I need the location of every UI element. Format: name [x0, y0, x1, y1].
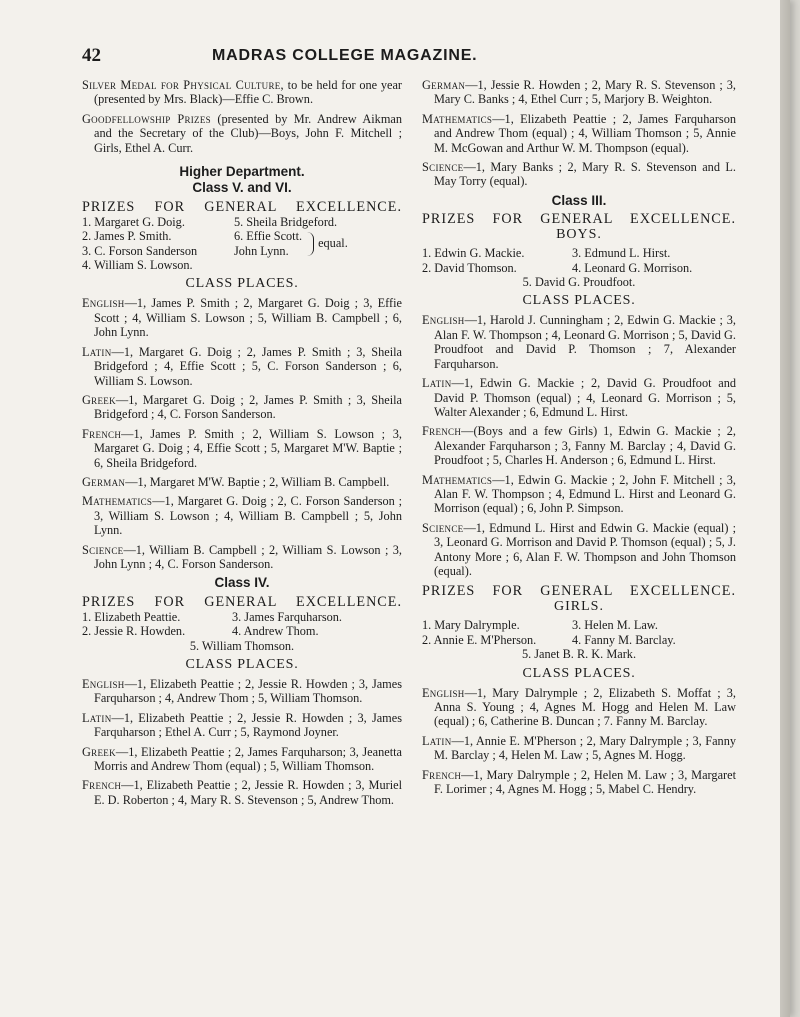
left-column	[82, 78, 402, 812]
page-number: 42	[82, 45, 101, 66]
subject-entry: Greek—1, Elizabeth Peattie ; 2, James Farquharson; 3, Jeanetta Morris and Andrew Thom (equal) ; 5, William Thomson.	[82, 744, 402, 774]
subject-entry: Science—1, William B. Campbell ; 2, William S. Lowson ; 3, John Lynn ; 4, C. Forson Sanderson.	[82, 542, 402, 571]
subject-entry: Mathematics—1, Margaret G. Doig ; 2, C. Forson Sanderson ; 3, William S. Lowson ; 4, William B. Campbell ; 5, John Lynn.	[82, 494, 402, 538]
subject-entry: French—(Boys and a few Girls) 1, Edwin G. Mackie ; 2, Alexander Farquharson ; 3, Fanny M. Barclay ; 4, David G. Proudfoot ; 5, Charles H. Anderson ; 6, Edmund L. Hirst.	[422, 424, 736, 468]
prize-rankings	[82, 215, 402, 273]
subject-entry: French—1, James P. Smith ; 2, William S. Lowson ; 3, Margaret G. Doig ; 4, Effie Scott ; 5, Margaret M'W. Baptie ; 6, Sheila Bridgeford.	[82, 426, 402, 470]
magazine-title: MADRAS COLLEGE MAGAZINE.	[212, 47, 478, 64]
subject-entry: German—1, Jessie R. Howden ; 2, Mary R. S. Stevenson ; 3, Mary C. Banks ; 4, Ethel Curr ; 5, Marjory B. Weighton.	[422, 78, 736, 107]
rank-row: 1. Margaret G. Doig. 5. Sheila Bridgeford.	[82, 214, 338, 229]
brace-mark	[306, 232, 314, 256]
award-entry: Silver Medal for Physical Culture, to be held for one year (presented by Mrs. Black)—Effie C. Brown.	[82, 78, 402, 107]
subject-entry: English—1, Harold J. Cunningham ; 2, Edwin G. Mackie ; 3, Alan F. W. Thompson ; 4, Leonard G. Morrison ; 5, David G. Proudfoot and David P. Thomson ; 7, Alexander Farquharson.	[422, 313, 736, 371]
subject-entry: Mathematics—1, Elizabeth Peattie ; 2, James Farquharson and Andrew Thom (equal) ; 4, William Thomson ; 5, Annie M. McGowan and Arthur W. M. Thompson (equal).	[422, 111, 736, 155]
rank-row: 4. William S. Lowson.	[82, 258, 193, 273]
class-places-heading: CLASS PLACES.	[185, 276, 299, 292]
rank-equal-group: 2. James P. Smith. 6. Effie Scott. 3. C. Forson Sanderson John Lynn. equal.	[82, 229, 348, 258]
subject-entry: Science—1, Edmund L. Hirst and Edwin G. Mackie (equal) ; 3, Leonard G. Morrison and David P. Thomson (equal) ; 5, J. Antony More ; 6, Alan F. W. Thompson and John Thomson (equal).	[422, 520, 736, 578]
prizes-heading: PRIZES FOR GENERAL EXCELLENCE.	[82, 198, 402, 215]
department-heading: Higher Department.	[179, 164, 305, 180]
prize-rankings: 1. Edwin G. Mackie. 3. Edmund L. Hirst. 2. David Thomson. 4. Leonard G. Morrison. 5. David G. Proudfoot.	[422, 246, 693, 290]
subject-entry: Greek—1, Margaret G. Doig ; 2, James P. Smith ; 3, Sheila Bridgeford ; 4, C. Forson Sanderson.	[82, 392, 402, 422]
prizes-heading: PRIZES FOR GENERAL EXCELLENCE.	[82, 593, 402, 610]
subject-entry: Latin—1, Edwin G. Mackie ; 2, David G. Proudfoot and David P. Thomson (equal) ; 4, Leonard G. Morrison ; 5, Walter Alexander ; 6, Edmund L. Hirst.	[422, 376, 736, 419]
subject-entry: Latin—1, Margaret G. Doig ; 2, James P. Smith ; 3, Sheila Bridgeford ; 4, Effie Scott ; 5, C. Forson Sanderson ; 6, William S. Lowson.	[82, 344, 402, 388]
subject-entry: French—1, Elizabeth Peattie ; 2, Jessie R. Howden ; 3, Muriel E. D. Roberton ; 4, Mary R. S. Stevenson ; 5, Andrew Thom.	[82, 778, 402, 807]
class-heading: Class IV.	[214, 575, 270, 591]
prizes-heading: PRIZES FOR GENERAL EXCELLENCE.	[422, 583, 736, 600]
prize-rankings: 1. Mary Dalrymple. 3. Helen M. Law. 2. Annie E. M'Pherson. 4. Fanny M. Barclay. 5. Janet B. R. K. Mark.	[422, 618, 676, 662]
prize-rankings: 1. Elizabeth Peattie. 3. James Farquharson. 2. Jessie R. Howden. 4. Andrew Thom. 5. William Thomson.	[82, 609, 342, 653]
girls-heading: GIRLS.	[554, 599, 604, 615]
book-spine-edge	[780, 0, 790, 1017]
class-places-heading: CLASS PLACES.	[522, 665, 636, 681]
equal-label: equal.	[318, 236, 348, 251]
subject-entry: English—1, Elizabeth Peattie ; 2, Jessie R. Howden ; 3, James Farquharson ; 4, Andrew Thom ; 5, William Thomson.	[82, 677, 402, 706]
subject-entry: Latin—1, Elizabeth Peattie ; 2, Jessie R. Howden ; 3, James Farquharson ; Ethel A. Curr ; 5, Raymond Joyner.	[82, 710, 402, 740]
class-places-heading: CLASS PLACES.	[522, 293, 636, 309]
class-heading: Class V. and VI.	[192, 180, 292, 196]
page-header	[82, 45, 742, 69]
class-heading: Class III.	[551, 192, 607, 208]
subject-entry: Science—1, Mary Banks ; 2, Mary R. S. Stevenson and L. May Torry (equal).	[422, 160, 736, 189]
subject-entry: German—1, Margaret M'W. Baptie ; 2, William B. Campbell.	[82, 474, 390, 489]
right-column	[422, 78, 736, 801]
boys-heading: BOYS.	[556, 227, 602, 243]
subject-entry: French—1, Mary Dalrymple ; 2, Helen M. Law ; 3, Margaret F. Lorimer ; 4, Agnes M. Hogg ; 5, Mabel C. Hendry.	[422, 767, 736, 797]
subject-entry: Latin—1, Annie E. M'Pherson ; 2, Mary Dalrymple ; 3, Fanny M. Barclay ; 4, Helen M. Law ; 5, Agnes M. Hogg.	[422, 733, 736, 763]
prizes-heading: PRIZES FOR GENERAL EXCELLENCE.	[422, 211, 736, 228]
subject-entry: English—1, James P. Smith ; 2, Margaret G. Doig ; 3, Effie Scott ; 4, William S. Lowson ; 5, William B. Campbell ; 6, John Lynn.	[82, 296, 402, 340]
award-entry: Goodfellowship Prizes (presented by Mr. Andrew Aikman and the Secretary of the Club)—Boys, John F. Mitchell ; Girls, Ethel A. Curr.	[82, 111, 402, 155]
class-places-heading: CLASS PLACES.	[185, 657, 299, 672]
subject-entry: English—1, Mary Dalrymple ; 2, Elizabeth S. Moffat ; 3, Anna S. Young ; 4, Agnes M. Hogg and Helen M. Law (equal) ; 6, Catherine B. Duncan ; 7. Fanny M. Barclay.	[422, 685, 736, 729]
subject-entry: Mathematics—1, Edwin G. Mackie ; 2, John F. Mitchell ; 3, Alan F. W. Thompson ; 4, Edmund L. Hirst and Leonard G. Morrison (equal) ; 6, John P. Simpson.	[422, 472, 736, 516]
